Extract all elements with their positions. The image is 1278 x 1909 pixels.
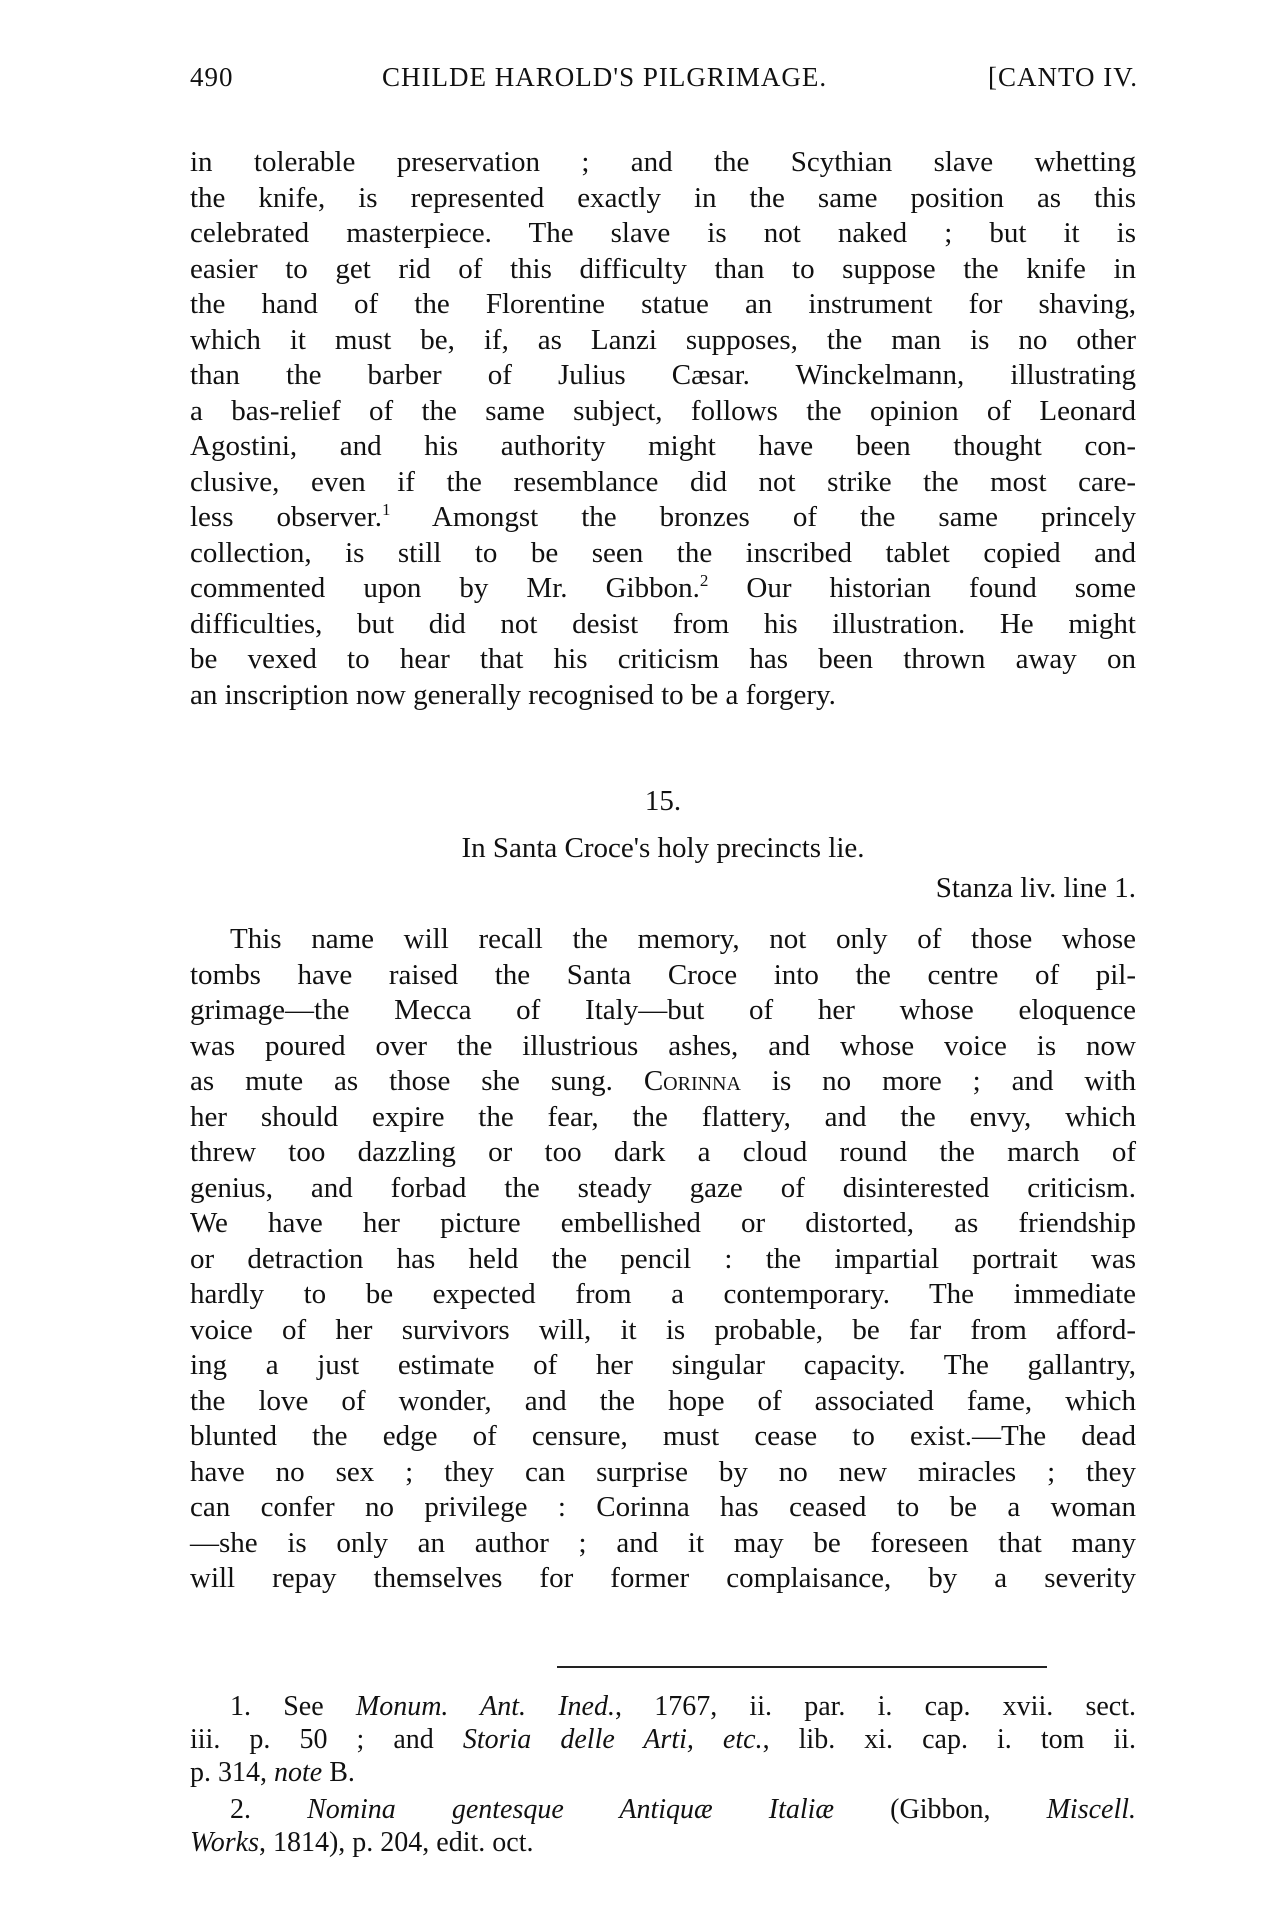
note-reference: Stanza liv. line 1. bbox=[935, 872, 1136, 904]
text-line: in tolerable preservation ; and the Scythian slave whetting bbox=[190, 146, 1136, 178]
text-line: than the barber of Julius Cæsar. Winckelmann, illustrating bbox=[190, 359, 1136, 391]
paragraph-1 bbox=[190, 145, 1136, 713]
footnote-marker: 2 bbox=[699, 571, 709, 590]
canto-label: [CANTO IV. bbox=[987, 62, 1138, 92]
text-line: can confer no privilege : Corinna has ceased to be a woman bbox=[190, 1491, 1136, 1523]
running-header bbox=[190, 62, 1138, 102]
text-line: voice of her survivors will, it is probable, be far from afford- bbox=[190, 1313, 1136, 1346]
text-line: Agostini, and his authority might have been thought con- bbox=[190, 430, 1136, 462]
italic-title: Miscell. bbox=[1046, 1794, 1137, 1825]
text-line: easier to get rid of this difficulty than to suppose the knife in bbox=[190, 252, 1136, 285]
italic-title: Monum. Ant. Ined. bbox=[355, 1691, 615, 1722]
paragraph-2 bbox=[190, 922, 1136, 1597]
page-number: 490 bbox=[190, 62, 234, 92]
running-title: CHILDE HAROLD'S PILGRIMAGE. bbox=[382, 62, 828, 92]
text-line: genius, and forbad the steady gaze of disinterested criticism. bbox=[190, 1171, 1136, 1204]
text-line bbox=[190, 500, 1136, 536]
text: less observer. bbox=[190, 501, 382, 533]
text: , lib. xi. cap. i. tom ii. bbox=[762, 1724, 1137, 1755]
text: (Gibbon, bbox=[834, 1794, 1047, 1825]
text-line: blunted the edge of censure, must cease to exist.—The dead bbox=[190, 1420, 1136, 1452]
footnotes bbox=[190, 1690, 1136, 1859]
text-line: her should expire the fear, the flattery, and the envy, which bbox=[190, 1100, 1136, 1133]
footnote-marker: 1 bbox=[382, 500, 391, 519]
text: iii. p. 50 ; and bbox=[190, 1724, 463, 1755]
text: as mute as those she sung. bbox=[190, 1065, 644, 1097]
note-quote: In Santa Croce's holy precincts lie. bbox=[461, 832, 865, 864]
text: 2. bbox=[230, 1794, 308, 1825]
text-line: a bas-relief of the same subject, follows the opinion of Leonard bbox=[190, 394, 1136, 427]
text-line: which it must be, if, as Lanzi supposes, the man is no other bbox=[190, 323, 1136, 356]
text-line: have no sex ; they can surprise by no new miracles ; they bbox=[190, 1455, 1136, 1488]
text: p. 314, bbox=[190, 1757, 274, 1788]
text: 1. See bbox=[230, 1691, 356, 1722]
text-line: clusive, even if the resemblance did not strike the most care- bbox=[190, 465, 1136, 498]
text-line: the love of wonder, and the hope of associated fame, which bbox=[190, 1384, 1136, 1417]
footnote-1-line-3 bbox=[190, 1756, 1136, 1789]
text-line: celebrated masterpiece. The slave is not naked ; but it is bbox=[190, 217, 1136, 249]
text-line: was poured over the illustrious ashes, and whose voice is now bbox=[190, 1029, 1136, 1062]
footnote-rule bbox=[557, 1666, 1047, 1668]
text: B. bbox=[322, 1757, 355, 1788]
text: is no more ; and with bbox=[740, 1065, 1136, 1097]
text: , 1814), p. 204, edit. oct. bbox=[258, 1827, 534, 1858]
text-line: This name will recall the memory, not only of those whose bbox=[230, 923, 1136, 955]
text-line: tombs have raised the Santa Croce into the centre of pil- bbox=[190, 958, 1136, 991]
text-line: or detraction has held the pencil : the impartial portrait was bbox=[190, 1242, 1136, 1275]
text-line: —she is only an author ; and it may be foreseen that many bbox=[190, 1526, 1136, 1559]
italic-title: Works bbox=[190, 1827, 259, 1858]
text-line: threw too dazzling or too dark a cloud round the march of bbox=[190, 1136, 1136, 1168]
note-number: 15. bbox=[644, 785, 682, 817]
italic-title: Storia delle Arti, etc. bbox=[462, 1724, 763, 1755]
text-line: ing a just estimate of her singular capacity. The gallantry, bbox=[190, 1349, 1136, 1381]
footnote-1-line-1 bbox=[190, 1690, 1136, 1723]
text-line: the hand of the Florentine statue an instrument for shaving, bbox=[190, 288, 1136, 320]
text-line: collection, is still to be seen the inscribed tablet copied and bbox=[190, 536, 1136, 569]
text-line bbox=[190, 1064, 1136, 1100]
text-line: will repay themselves for former complaisance, by a severity bbox=[190, 1562, 1136, 1594]
text: Our historian found some bbox=[708, 572, 1136, 604]
text: , 1767, ii. par. i. cap. xvii. sect. bbox=[614, 1691, 1136, 1722]
text: commented upon by Mr. Gibbon. bbox=[190, 572, 700, 604]
text-line: an inscription now generally recognised to be a forgery. bbox=[190, 678, 836, 711]
text-line: grimage—the Mecca of Italy—but of her whose eloquence bbox=[190, 994, 1136, 1026]
text-line bbox=[190, 571, 1136, 607]
text-line: be vexed to hear that his criticism has been thrown away on bbox=[190, 643, 1136, 675]
footnote-2-line-1 bbox=[190, 1793, 1136, 1826]
italic-title: Nomina gentesque Antiquæ Italiæ bbox=[307, 1794, 835, 1825]
text-line: We have her picture embellished or distorted, as friendship bbox=[190, 1207, 1136, 1239]
text-line: difficulties, but did not desist from his illustration. He might bbox=[190, 607, 1136, 640]
small-caps-name: Corinna bbox=[643, 1065, 741, 1097]
footnote-1-line-2 bbox=[190, 1723, 1136, 1756]
text-line: the knife, is represented exactly in the same position as this bbox=[190, 181, 1136, 214]
text-line: hardly to be expected from a contemporary. The immediate bbox=[190, 1278, 1136, 1310]
text: Amongst the bronzes of the same princely bbox=[390, 501, 1137, 533]
footnote-2-line-2 bbox=[190, 1826, 1136, 1859]
italic-note: note bbox=[274, 1757, 323, 1788]
